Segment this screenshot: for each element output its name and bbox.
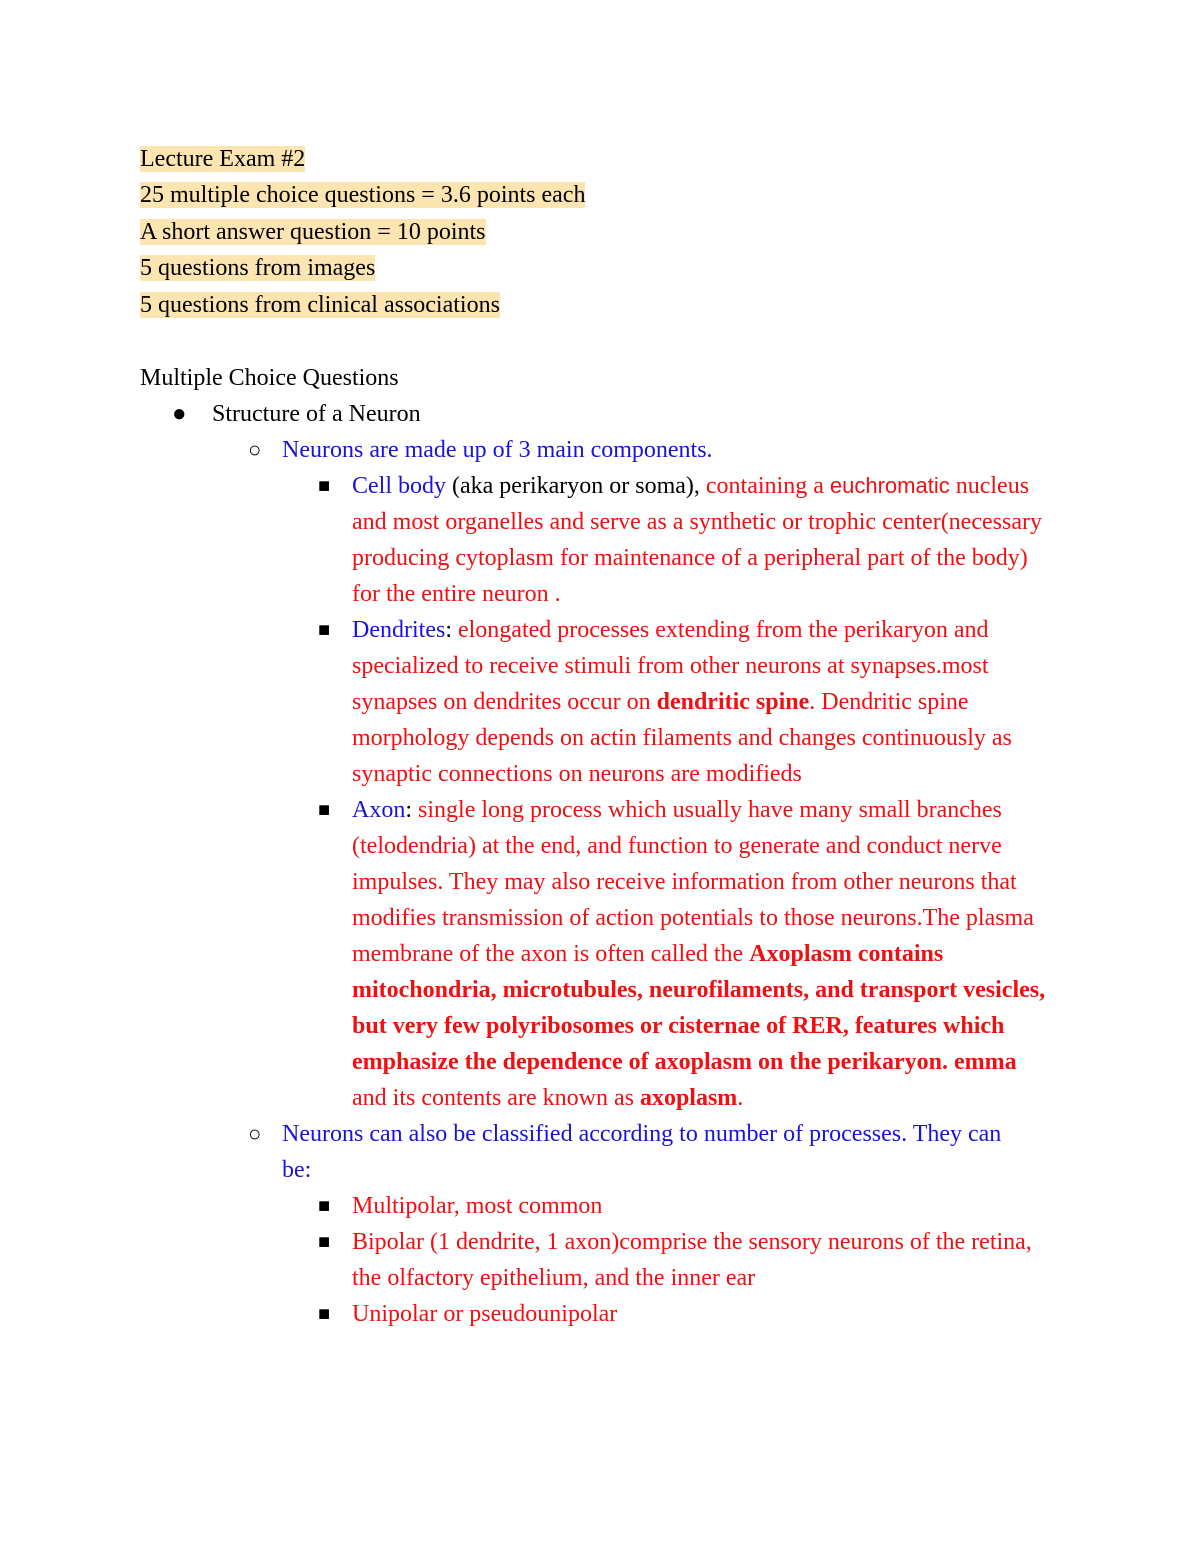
term-cell-body: Cell body (352, 473, 446, 499)
images-line: 5 questions from images (140, 255, 376, 282)
term-dendritic-spine: dendritic spine (656, 689, 810, 715)
dendrites-text (352, 612, 1052, 792)
bullet-square-icon: ■ (318, 475, 331, 497)
cell-body-containing: containing a (705, 473, 830, 499)
dendrites-colon: : (445, 617, 458, 643)
section-heading: Multiple Choice Questions (140, 365, 399, 391)
axon-colon: : (405, 797, 419, 823)
term-axon: Axon (352, 797, 406, 823)
bullet-square-icon: ■ (318, 1195, 331, 1217)
list-item-cell-body (140, 468, 1080, 612)
type-multipolar: Multipolar, most common (352, 1193, 603, 1219)
cell-body-description: nucleus and most organelles and serve as a synthetic or trophic center(necessary producing cytoplasm for maintenance of a peripheral part of the body) for the entire neuron . (352, 473, 1042, 607)
axon-description-2: and its contents are known as (352, 1085, 640, 1111)
list-item (140, 432, 1080, 468)
components-intro: Neurons are made up of 3 main components. (282, 437, 713, 463)
outline (140, 396, 1080, 1332)
type-bipolar: Bipolar (1 dendrite, 1 axon)comprise the sensory neurons of the retina, the olfactory epithelium, and the inner ear (352, 1229, 1032, 1291)
term-dendrites: Dendrites (352, 617, 446, 643)
type-unipolar: Unipolar or pseudounipolar (352, 1301, 618, 1327)
dendrites-description: elongated processes extending from the perikaryon and specialized to receive stimuli from other neurons at synapses.most synapses on dendrites occur on (352, 617, 989, 715)
short-answer-line: A short answer question = 10 points (140, 218, 486, 245)
bullet-square-icon: ■ (318, 1231, 331, 1253)
list-item-axon (140, 792, 1080, 1116)
cell-body-text (352, 468, 1052, 612)
bullet-hollow-circle-icon: ○ (248, 1121, 262, 1146)
clinical-line: 5 questions from clinical associations (140, 291, 500, 318)
exam-title: Lecture Exam #2 (140, 146, 306, 172)
axon-text (352, 792, 1052, 1116)
bullet-filled-circle-icon: ● (172, 401, 187, 427)
axon-period: . (737, 1085, 744, 1111)
bullet-hollow-circle-icon: ○ (248, 437, 262, 462)
bullet-square-icon: ■ (318, 619, 331, 641)
list-item (140, 396, 1080, 432)
list-item-unipolar (140, 1296, 1080, 1332)
mc-points-line: 25 multiple choice questions = 3.6 points each (140, 182, 586, 209)
topic-heading: Structure of a Neuron (212, 401, 421, 427)
exam-summary (140, 141, 585, 323)
classification-intro: Neurons can also be classified according to number of processes. They can be: (282, 1121, 1002, 1183)
list-item-multipolar (140, 1188, 1080, 1224)
list-item (140, 1116, 1080, 1188)
axoplasm-contents: Axoplasm contains mitochondria, microtubules, neurofilaments, and transport vesicles, but very few polyribosomes or cisternae of RER, features which emphasize the dependence of axoplasm on the perikaryon. emma (352, 941, 1046, 1075)
list-item-dendrites (140, 612, 1080, 792)
term-euchromatic: euchromatic (829, 473, 950, 498)
term-axoplasm: axoplasm (639, 1085, 738, 1111)
list-item-bipolar (140, 1224, 1080, 1296)
dendrites-description-2: . Dendritic spine morphology depends on actin filaments and changes continuously as synaptic connections on neurons are modifieds (352, 689, 1012, 787)
bullet-square-icon: ■ (318, 799, 331, 821)
bullet-square-icon: ■ (318, 1303, 331, 1325)
cell-body-aka: (aka perikaryon or soma), (446, 473, 706, 499)
axon-description: single long process which usually have many small branches (telodendria) at the end, and function to generate and conduct nerve impulses. They may also receive information from other neurons that modifies transmission of action potentials to those neurons.The plasma membrane of the axon is often called the (352, 797, 1034, 967)
